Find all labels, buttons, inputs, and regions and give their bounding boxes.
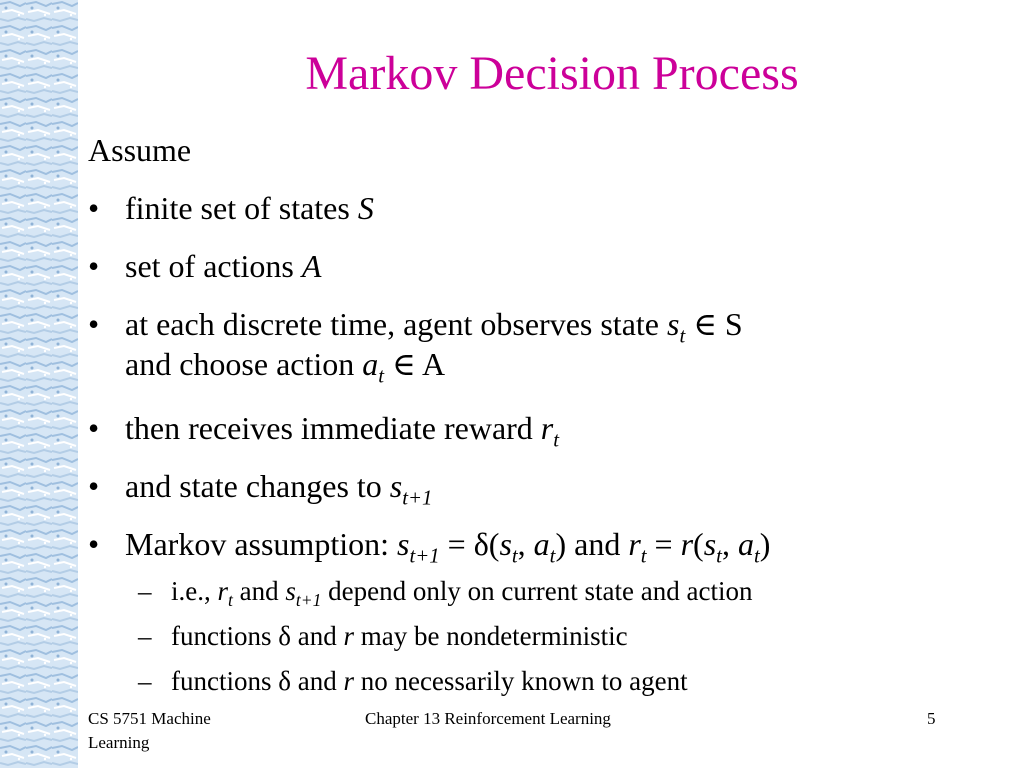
subscript: t+1 (402, 486, 433, 510)
footer-course: CS 5751 Machine Learning (88, 709, 211, 752)
subscript: t (640, 544, 647, 568)
bullet-text: finite set of states (125, 190, 358, 226)
state-var: s (666, 306, 680, 342)
reward-var: r (217, 576, 229, 606)
sub-text: and (232, 576, 286, 606)
close-paren: ) (759, 526, 771, 562)
bullet-text: then receives immediate reward (125, 410, 541, 446)
state-var: s (396, 526, 410, 562)
state-var: s (389, 468, 403, 504)
dash-symbol: – (138, 576, 152, 606)
action-var: a (533, 526, 550, 562)
subscript: t+1 (295, 590, 322, 611)
comma: , (721, 526, 738, 562)
subscript: t (716, 544, 722, 568)
intro-text: Assume (88, 132, 192, 168)
decorative-side-strip (0, 0, 78, 768)
footer-chapter: Chapter 13 Reinforcement Learning (365, 709, 611, 728)
comma: , (517, 526, 534, 562)
subscript: t (511, 544, 518, 568)
state-var: s (703, 526, 717, 562)
sub-text: functions δ and (171, 666, 344, 696)
bullet-symbol: • (88, 190, 100, 226)
dash-symbol: – (138, 666, 152, 696)
marble-texture (0, 0, 78, 768)
subscript: t (679, 324, 686, 348)
slide-title: Markov Decision Process (305, 47, 799, 100)
element-of-S: ∈ S (685, 306, 743, 342)
bullet-text-line2: and choose action (125, 346, 363, 382)
subscript: t (228, 590, 233, 611)
subscript: t (753, 544, 760, 568)
subscript: t (553, 428, 560, 452)
open-paren: ( (693, 526, 704, 562)
sub-text: functions δ and (171, 621, 344, 651)
bullet-symbol: • (88, 468, 100, 504)
actions-symbol: A (301, 248, 322, 284)
equals: = (646, 526, 681, 562)
element-of-A: ∈ A (384, 346, 446, 382)
action-var: a (362, 346, 379, 382)
bullet-text: set of actions (125, 248, 302, 284)
bullet-symbol: • (88, 248, 100, 284)
bullet-symbol: • (88, 306, 100, 342)
reward-var: r (540, 410, 554, 446)
state-var: s (499, 526, 512, 562)
bullet-text: Markov assumption: (125, 526, 397, 562)
state-var: s (285, 576, 296, 606)
bullet-symbol: • (88, 410, 100, 446)
subscript: t+1 (409, 544, 440, 568)
reward-fn: r (680, 526, 694, 562)
action-var: a (737, 526, 754, 562)
sub-text: i.e., (171, 576, 218, 606)
bullet-text: and state changes to (125, 468, 390, 504)
bullet-symbol: • (88, 526, 100, 562)
bullet-text: at each discrete time, agent observes state (125, 306, 667, 342)
close-and: ) and (555, 526, 629, 562)
reward-var: r (628, 526, 641, 562)
states-symbol: S (357, 190, 374, 226)
subscript: t (378, 364, 385, 388)
subscript: t (549, 544, 556, 568)
reward-var: r (343, 621, 354, 651)
reward-var: r (343, 666, 354, 696)
sub-text: no necessarily known to agent (353, 666, 688, 696)
delta-eq: = δ( (439, 526, 500, 562)
footer-page-number: 5 (927, 709, 936, 728)
sub-text: depend only on current state and action (321, 576, 753, 606)
dash-symbol: – (138, 621, 152, 651)
sub-text: may be nondeterministic (353, 621, 628, 651)
